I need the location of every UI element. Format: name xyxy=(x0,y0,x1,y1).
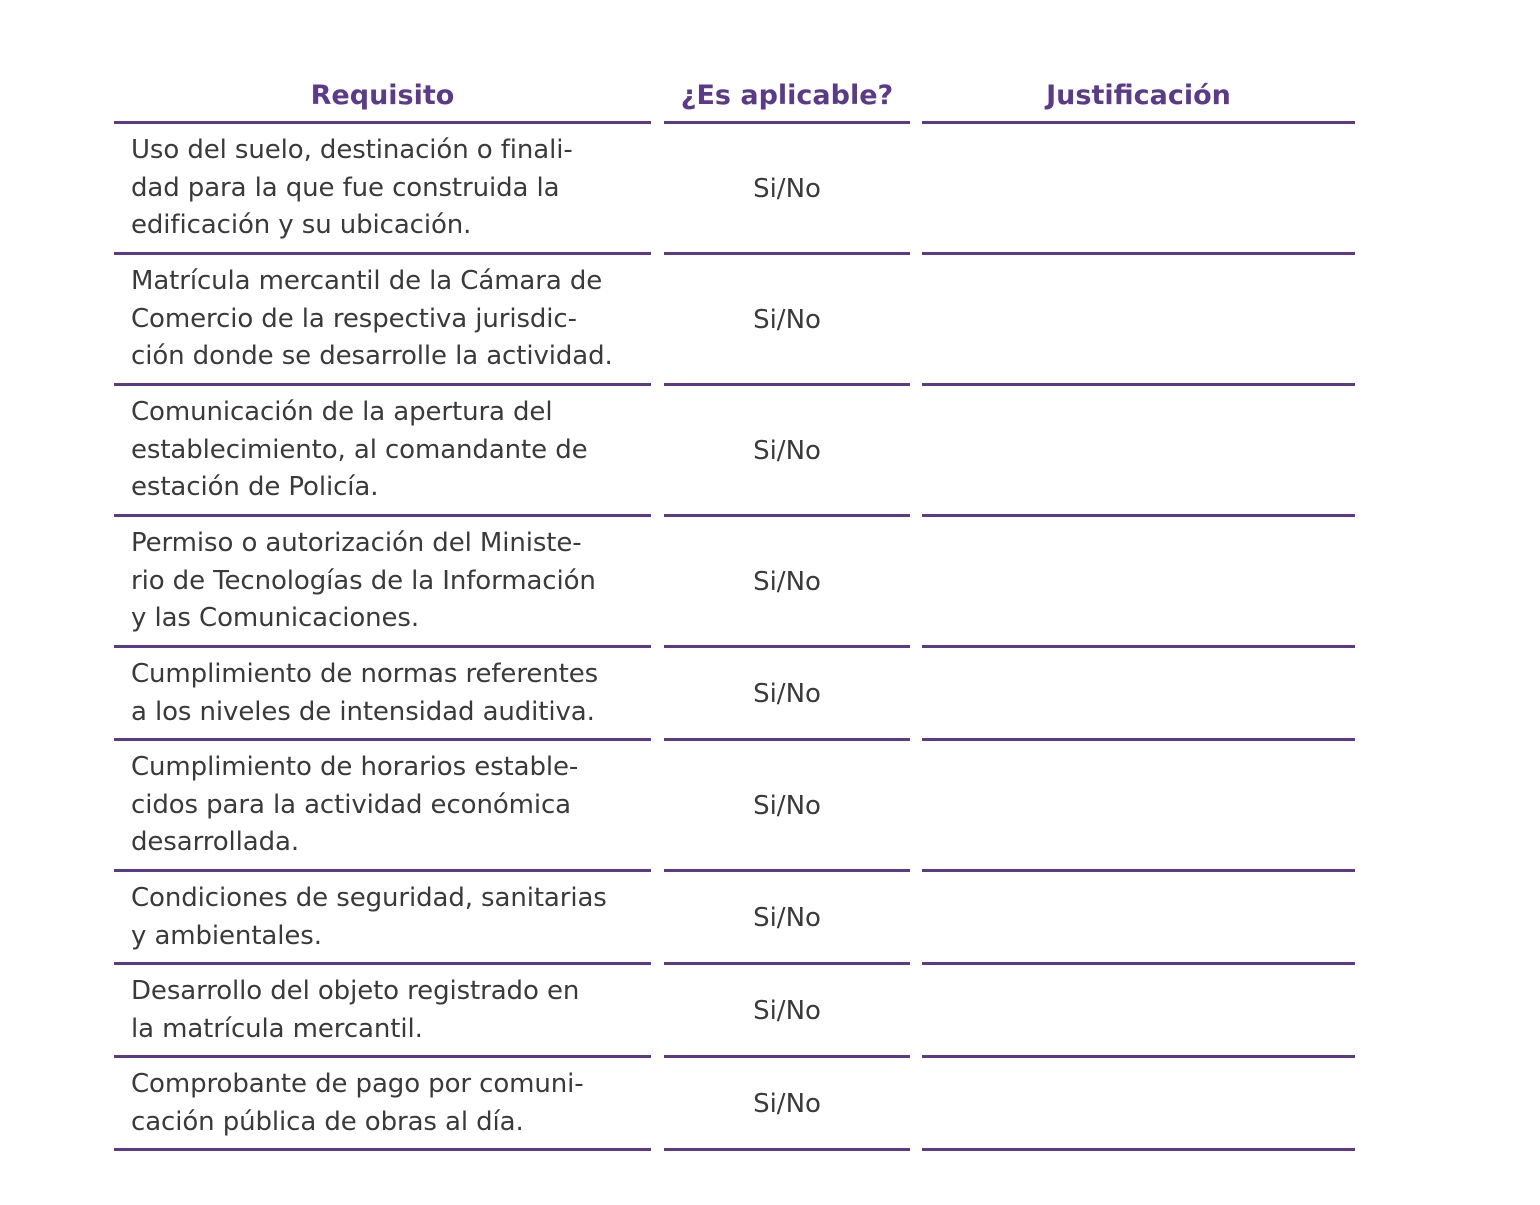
row-rule xyxy=(114,1055,651,1058)
row-rule xyxy=(114,514,651,517)
justificacion-cell[interactable] xyxy=(922,741,1355,870)
row-rule xyxy=(114,383,651,386)
justificacion-cell[interactable] xyxy=(922,648,1355,739)
justificacion-cell[interactable] xyxy=(922,255,1355,384)
justificacion-cell[interactable] xyxy=(922,517,1355,646)
aplicable-cell: Si/No xyxy=(753,995,821,1026)
header-rule-aplicable xyxy=(664,121,910,124)
row-rule xyxy=(114,252,651,255)
header-aplicable: ¿Es aplicable? xyxy=(680,80,894,111)
requisito-cell: Cumplimiento de normas referentes a los niveles de intensidad auditiva. xyxy=(131,659,599,727)
row-rule xyxy=(664,252,910,255)
row-rule xyxy=(922,1148,1355,1151)
row-rule xyxy=(114,962,651,965)
aplicable-cell: Si/No xyxy=(753,435,821,466)
requisito-cell: Comunicación de la apertura del establecimiento, al comandante de estación de Policía. xyxy=(131,397,588,503)
row-rule xyxy=(664,383,910,386)
row-rule xyxy=(664,1148,910,1151)
justificacion-cell[interactable] xyxy=(922,872,1355,963)
header-rule-requisito xyxy=(114,121,651,124)
aplicable-cell: Si/No xyxy=(753,678,821,709)
justificacion-cell[interactable] xyxy=(922,386,1355,515)
aplicable-cell: Si/No xyxy=(753,790,821,821)
justificacion-cell[interactable] xyxy=(922,1058,1355,1149)
row-rule xyxy=(114,738,651,741)
requisito-cell: Matrícula mercantil de la Cámara de Comercio de la respectiva jurisdic- ción donde se desarrolle la actividad. xyxy=(131,266,613,372)
aplicable-cell: Si/No xyxy=(753,902,821,933)
aplicable-cell: Si/No xyxy=(753,1088,821,1119)
row-rule xyxy=(664,738,910,741)
requisito-cell: Desarrollo del objeto registrado en la matrícula mercantil. xyxy=(131,976,580,1044)
requisito-cell: Cumplimiento de horarios estable- cidos para la actividad económica desarrollada. xyxy=(131,752,579,858)
row-rule xyxy=(114,869,651,872)
requisito-cell: Uso del suelo, destinación o finali- dad para la que fue construida la edificación y su ubicación. xyxy=(131,135,573,241)
row-rule xyxy=(664,514,910,517)
row-rule xyxy=(114,645,651,648)
justificacion-cell[interactable] xyxy=(922,965,1355,1056)
requisito-cell: Permiso o autorización del Ministe- rio de Tecnologías de la Información y las Comunicaciones. xyxy=(131,528,596,634)
row-rule xyxy=(114,1148,651,1151)
header-requisito: Requisito xyxy=(310,80,455,111)
aplicable-cell: Si/No xyxy=(753,304,821,335)
header-justificacion: Justificación xyxy=(1046,80,1231,111)
aplicable-cell: Si/No xyxy=(753,173,821,204)
requisito-cell: Condiciones de seguridad, sanitarias y ambientales. xyxy=(131,883,607,951)
requisito-cell: Comprobante de pago por comuni- cación pública de obras al día. xyxy=(131,1069,584,1137)
row-rule xyxy=(664,869,910,872)
aplicable-cell: Si/No xyxy=(753,566,821,597)
row-rule xyxy=(664,645,910,648)
row-rule xyxy=(664,1055,910,1058)
justificacion-cell[interactable] xyxy=(922,124,1355,253)
row-rule xyxy=(664,962,910,965)
